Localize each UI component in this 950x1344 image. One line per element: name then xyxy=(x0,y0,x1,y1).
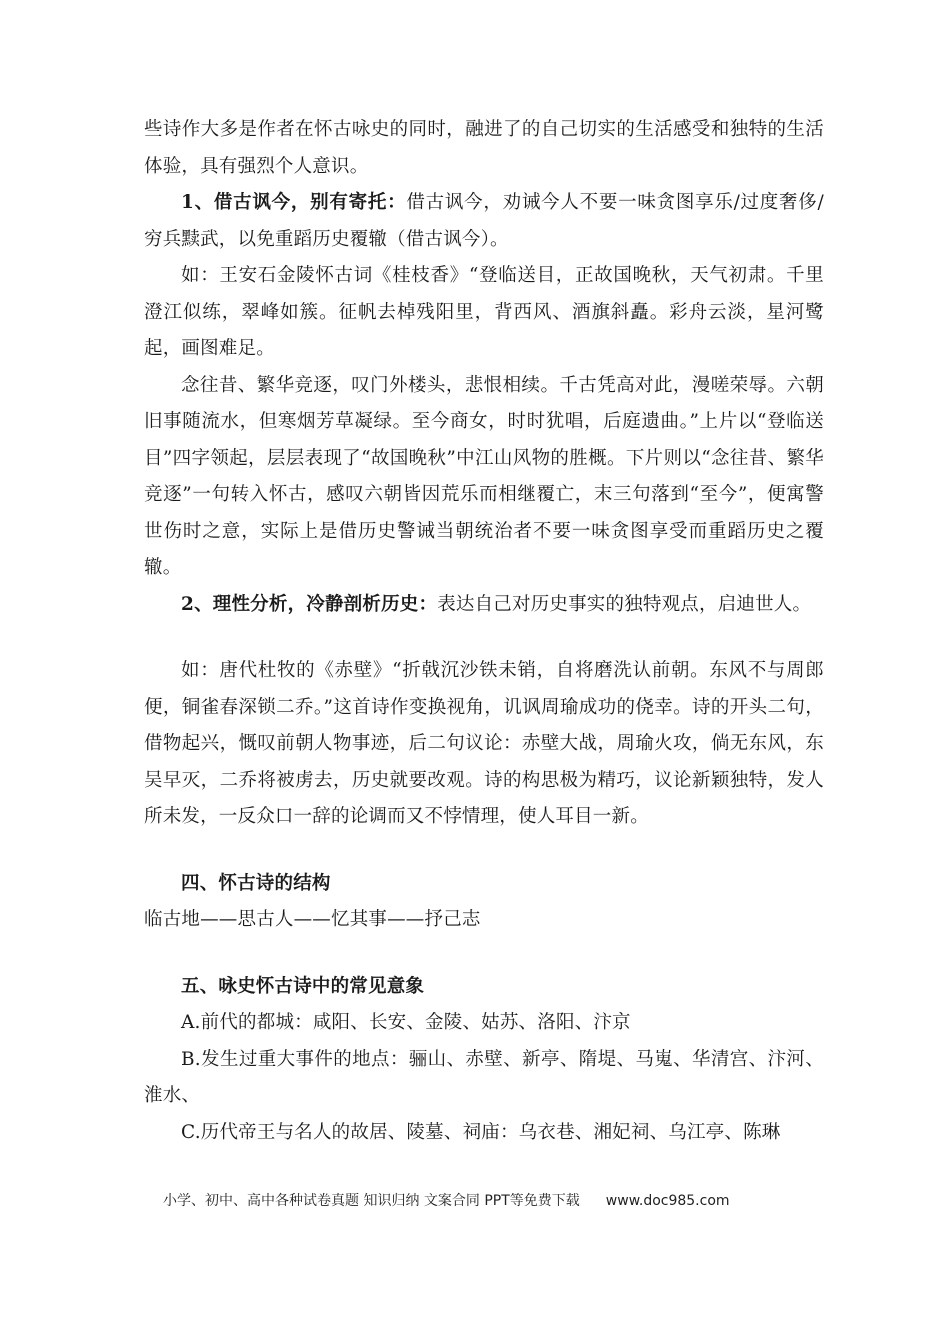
section-1-title: 1、借古讽今，别有寄托 xyxy=(181,192,388,213)
example-guizhixiang: 如：王安石金陵怀古词《桂枝香》“登临送目，正故国晚秋，天气初肃。千里澄江似练，翠峰如簇。征帆去棹残阳里，背西风、酒旗斜矗。彩舟云淡，星河鹭起，画图难足。 xyxy=(144,265,824,359)
spacer xyxy=(144,836,824,866)
section-2 xyxy=(144,587,824,624)
section-1-colon: ： xyxy=(387,192,407,213)
heading-imagery: 五、咏史怀古诗中的常见意象 xyxy=(181,975,425,997)
section-2-title: 2、理性分析，冷静剖析历史 xyxy=(181,593,419,615)
section-2-text: 表达自己对历史事实的独特观点，启迪世人。 xyxy=(437,593,812,615)
section-1-text: 借古讽今，劝诫今人不要一味贪图享乐/过度奢侈/穷兵黩武，以免重蹈历史覆辙（借古讽今）。 xyxy=(144,192,824,250)
document-body xyxy=(144,112,824,1151)
page-footer xyxy=(163,1190,730,1210)
section-1 xyxy=(144,185,824,258)
imagery-item-c: C.历代帝王与名人的故居、陵墓、祠庙：乌衣巷、湘妃祠、乌江亭、陈琳 xyxy=(181,1121,781,1143)
example-guizhixiang-analysis: 念往昔、繁华竞逐，叹门外楼头，悲恨相续。千古凭高对此，漫嗟荣辱。六朝旧事随流水，但寒烟芳草凝绿。至今商女，时时犹唱，后庭遗曲。”上片以“登临送目”四字领起，层层表现了“故国晚秋”中江山风物的胜概。下片则以“念往昔、繁华竞逐”一句转入怀古，感叹六朝皆因荒乐而相继覆亡，末三句落到“至今”，便寓警世伤时之意，实际上是借历史警诫当朝统治者不要一味贪图享受而重蹈历史之覆辙。 xyxy=(144,374,824,578)
imagery-item-a: A.前代的都城：咸阳、长安、金陵、姑苏、洛阳、汴京 xyxy=(181,1012,631,1033)
structure-line: 临古地——思古人——忆其事——抒己志 xyxy=(144,909,481,930)
paragraph-intro-continuation: 些诗作大多是作者在怀古咏史的同时，融进了的自己切实的生活感受和独特的生活体验，具有强烈个人意识。 xyxy=(144,119,824,177)
imagery-item-b: B.发生过重大事件的地点：骊山、赤壁、新亭、隋堤、马嵬、华清宫、汴河、淮水、 xyxy=(144,1048,824,1106)
spacer xyxy=(144,939,824,969)
example-chibi: 如：唐代杜牧的《赤壁》“折戟沉沙铁未销，自将磨洗认前朝。东风不与周郎便，铜雀春深锁二乔。”这首诗作变换视角，讥讽周瑜成功的侥幸。诗的开头二句，借物起兴，慨叹前朝人物事迹，后二句议论：赤壁大战，周瑜火攻，倘无东风，东吴早灭，二乔将被虏去，历史就要改观。诗的构思极为精巧，议论新颖独特，发人所未发，一反众口一辞的论调而又不悖情理，使人耳目一新。 xyxy=(144,660,824,827)
footer-url[interactable]: www.doc985.com xyxy=(605,1193,730,1209)
heading-structure: 四、怀古诗的结构 xyxy=(181,872,331,894)
section-2-colon: ： xyxy=(418,593,438,615)
footer-text: 小学、初中、高中各种试卷真题 知识归纳 文案合同 PPT等免费下载 xyxy=(163,1193,580,1209)
spacer xyxy=(144,623,824,653)
